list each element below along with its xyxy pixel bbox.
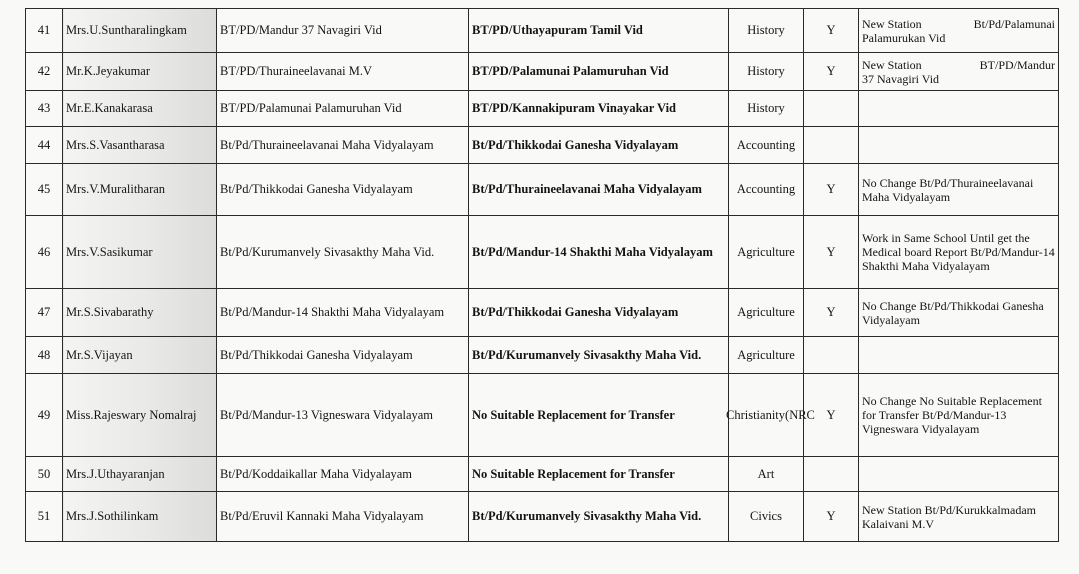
new-school-cell	[469, 457, 729, 492]
current-school-cell	[217, 164, 469, 216]
row-number-cell	[26, 492, 63, 542]
remarks: Work in Same School Until get the Medical board Report Bt/Pd/Mandur-14 Shakthi Maha Vidyalayam	[862, 231, 1055, 273]
teacher-name-cell	[63, 374, 217, 457]
subject-cell	[729, 53, 804, 91]
current-school: Bt/Pd/Koddaikallar Maha Vidyalayam	[220, 466, 413, 481]
current-school-cell	[217, 91, 469, 127]
row-number: 49	[37, 407, 51, 422]
current-school: BT/PD/Palamunai Palamuruhan Vid	[220, 101, 402, 115]
status-flag-cell	[804, 9, 859, 53]
status-flag-cell	[804, 337, 859, 374]
row-number-cell	[26, 9, 63, 53]
teacher-name-cell	[63, 164, 217, 216]
status-flag-cell	[804, 127, 859, 164]
table-row	[26, 374, 1059, 457]
subject-cell	[729, 216, 804, 289]
remark-head-b: Bt/Pd/Palamunai	[973, 16, 1055, 31]
subject-cell	[729, 127, 804, 164]
subject-cell	[729, 9, 804, 53]
table-row	[26, 492, 1059, 542]
subject: Accounting	[736, 137, 796, 152]
remarks-cell	[859, 164, 1059, 216]
teacher-name: Mr.K.Jeyakumar	[66, 64, 151, 78]
remark-head-a: New Station	[862, 16, 922, 31]
current-school-cell	[217, 127, 469, 164]
remark-head-b: BT/PD/Mandur	[979, 57, 1055, 72]
teacher-name-cell	[63, 337, 217, 374]
row-number: 44	[37, 137, 51, 152]
current-school-cell	[217, 53, 469, 91]
teacher-name: Mr.E.Kanakarasa	[66, 101, 153, 115]
row-number: 50	[37, 466, 51, 481]
teacher-name: Mrs.S.Vasantharasa	[66, 137, 165, 152]
teacher-name: Mrs.V.Sasikumar	[66, 244, 153, 259]
status-flag: Y	[826, 23, 836, 37]
remarks-cell	[859, 289, 1059, 337]
subject: Agriculture	[737, 244, 795, 259]
teacher-name-cell	[63, 127, 217, 164]
teacher-name-cell	[63, 9, 217, 53]
current-school: Bt/Pd/Kurumanvely Sivasakthy Maha Vid.	[220, 244, 435, 259]
current-school: Bt/Pd/Thikkodai Ganesha Vidyalayam	[220, 347, 413, 362]
new-school: Bt/Pd/Mandur-14 Shakthi Maha Vidyalayam	[472, 244, 713, 259]
row-number: 48	[37, 347, 51, 362]
row-number: 42	[37, 64, 51, 78]
row-number-cell	[26, 457, 63, 492]
status-flag-cell	[804, 289, 859, 337]
teacher-name-cell	[63, 492, 217, 542]
remarks-cell	[859, 127, 1059, 164]
new-school: BT/PD/Palamunai Palamuruhan Vid	[472, 64, 669, 78]
status-flag-cell	[804, 457, 859, 492]
new-school: Bt/Pd/Thikkodai Ganesha Vidyalayam	[472, 305, 679, 319]
row-number-cell	[26, 289, 63, 337]
table-row	[26, 337, 1059, 374]
status-flag: Y	[826, 182, 836, 196]
current-school: Bt/Pd/Mandur-13 Vigneswara Vidyalayam	[220, 407, 434, 422]
current-school-cell	[217, 492, 469, 542]
new-school-cell	[469, 53, 729, 91]
subject: Agriculture	[737, 347, 795, 362]
current-school-cell	[217, 374, 469, 457]
teacher-name-cell	[63, 289, 217, 337]
new-school-cell	[469, 216, 729, 289]
row-number: 45	[37, 182, 51, 196]
remarks: No Change No Suitable Replacement for Transfer Bt/Pd/Mandur-13 Vigneswara Vidyalayam	[862, 394, 1042, 436]
status-flag-cell	[804, 492, 859, 542]
remarks-cell	[859, 492, 1059, 542]
table-row	[26, 289, 1059, 337]
new-school: BT/PD/Uthayapuram Tamil Vid	[472, 23, 643, 37]
table-row	[26, 9, 1059, 53]
current-school: BT/PD/Thuraineelavanai M.V	[220, 64, 373, 78]
subject: Accounting	[736, 182, 796, 196]
new-school: Bt/Pd/Kurumanvely Sivasakthy Maha Vid.	[472, 347, 702, 362]
row-number-cell	[26, 374, 63, 457]
row-number-cell	[26, 53, 63, 91]
current-school-cell	[217, 216, 469, 289]
status-flag-cell	[804, 216, 859, 289]
teacher-name-cell	[63, 457, 217, 492]
table-row	[26, 457, 1059, 492]
subject-cell	[729, 457, 804, 492]
new-school: Bt/Pd/Thikkodai Ganesha Vidyalayam	[472, 137, 679, 152]
new-school-cell	[469, 289, 729, 337]
new-school: No Suitable Replacement for Transfer	[472, 466, 675, 481]
status-flag-cell	[804, 53, 859, 91]
subject-cell	[729, 164, 804, 216]
status-flag-cell	[804, 164, 859, 216]
remark-tail: Palamurukan Vid	[862, 30, 946, 45]
subject-cell	[729, 492, 804, 542]
teacher-name-cell	[63, 216, 217, 289]
teacher-name: Miss.Rajeswary Nomalraj	[66, 407, 197, 422]
subject-cell	[729, 289, 804, 337]
new-school-cell	[469, 337, 729, 374]
new-school: No Suitable Replacement for Transfer	[472, 407, 675, 422]
remarks: No Change Bt/Pd/Thuraineelavanai Maha Vidyalayam	[862, 175, 1034, 204]
subject: Christianity(NRC	[726, 407, 815, 422]
current-school: Bt/Pd/Mandur-14 Shakthi Maha Vidyalayam	[220, 305, 445, 319]
remarks-cell	[859, 91, 1059, 127]
row-number: 51	[37, 509, 51, 523]
new-school-cell	[469, 164, 729, 216]
remarks-cell	[859, 9, 1059, 53]
new-school-cell	[469, 127, 729, 164]
remarks: No Change Bt/Pd/Thikkodai Ganesha Vidyalayam	[862, 298, 1044, 327]
status-flag: Y	[826, 407, 836, 422]
current-school: Bt/Pd/Thuraineelavanai Maha Vidyalayam	[220, 137, 434, 152]
new-school-cell	[469, 9, 729, 53]
current-school: BT/PD/Mandur 37 Navagiri Vid	[220, 23, 382, 37]
status-flag: Y	[826, 244, 836, 259]
teacher-name: Mrs.J.Uthayaranjan	[66, 466, 165, 481]
remark-head-a: New Station	[862, 57, 922, 72]
new-school: Bt/Pd/Kurumanvely Sivasakthy Maha Vid.	[472, 509, 702, 523]
current-school-cell	[217, 457, 469, 492]
teacher-name-cell	[63, 53, 217, 91]
row-number-cell	[26, 91, 63, 127]
row-number: 43	[37, 101, 51, 115]
new-school: Bt/Pd/Thuraineelavanai Maha Vidyalayam	[472, 182, 702, 196]
transfer-table	[25, 8, 1059, 542]
row-number-cell	[26, 164, 63, 216]
subject: Art	[757, 466, 775, 481]
row-number-cell	[26, 216, 63, 289]
remarks-cell	[859, 374, 1059, 457]
new-school-cell	[469, 492, 729, 542]
remarks-cell	[859, 53, 1059, 91]
teacher-name: Mr.S.Sivabarathy	[66, 305, 154, 319]
subject: Civics	[750, 509, 782, 523]
table-row	[26, 53, 1059, 91]
subject: History	[747, 23, 785, 37]
row-number: 46	[37, 244, 51, 259]
subject-cell	[726, 374, 815, 457]
subject-cell	[729, 91, 804, 127]
teacher-name: Mrs.V.Muralitharan	[66, 182, 166, 196]
table-row	[26, 127, 1059, 164]
table-row	[26, 216, 1059, 289]
new-school: BT/PD/Kannakipuram Vinayakar Vid	[472, 101, 676, 115]
status-flag-cell	[804, 91, 859, 127]
new-school-cell	[469, 91, 729, 127]
subject: History	[747, 64, 785, 78]
subject-cell	[729, 337, 804, 374]
row-number-cell	[26, 127, 63, 164]
table-row	[26, 91, 1059, 127]
current-school-cell	[217, 9, 469, 53]
teacher-name: Mrs.J.Sothilinkam	[66, 509, 159, 523]
subject: History	[747, 101, 785, 115]
teacher-name: Mrs.U.Suntharalingkam	[66, 23, 187, 37]
status-flag: Y	[826, 509, 836, 523]
current-school-cell	[217, 289, 469, 337]
remark-tail: 37 Navagiri Vid	[862, 71, 940, 86]
current-school: Bt/Pd/Thikkodai Ganesha Vidyalayam	[220, 182, 413, 196]
remarks-cell	[859, 337, 1059, 374]
status-flag: Y	[826, 305, 836, 319]
status-flag: Y	[826, 64, 836, 78]
current-school: Bt/Pd/Eruvil Kannaki Maha Vidyalayam	[220, 509, 424, 523]
table-row	[26, 164, 1059, 216]
remarks-cell	[859, 216, 1059, 289]
new-school-cell	[469, 374, 729, 457]
remarks: New Station Bt/Pd/Kurukkalmadam Kalaivani M.V	[862, 502, 1036, 531]
teacher-name-cell	[63, 91, 217, 127]
table-body	[26, 9, 1059, 542]
current-school-cell	[217, 337, 469, 374]
remarks-cell	[859, 457, 1059, 492]
row-number: 41	[37, 23, 51, 37]
teacher-name: Mr.S.Vijayan	[66, 347, 133, 362]
row-number: 47	[37, 305, 51, 319]
row-number-cell	[26, 337, 63, 374]
subject: Agriculture	[737, 305, 795, 319]
